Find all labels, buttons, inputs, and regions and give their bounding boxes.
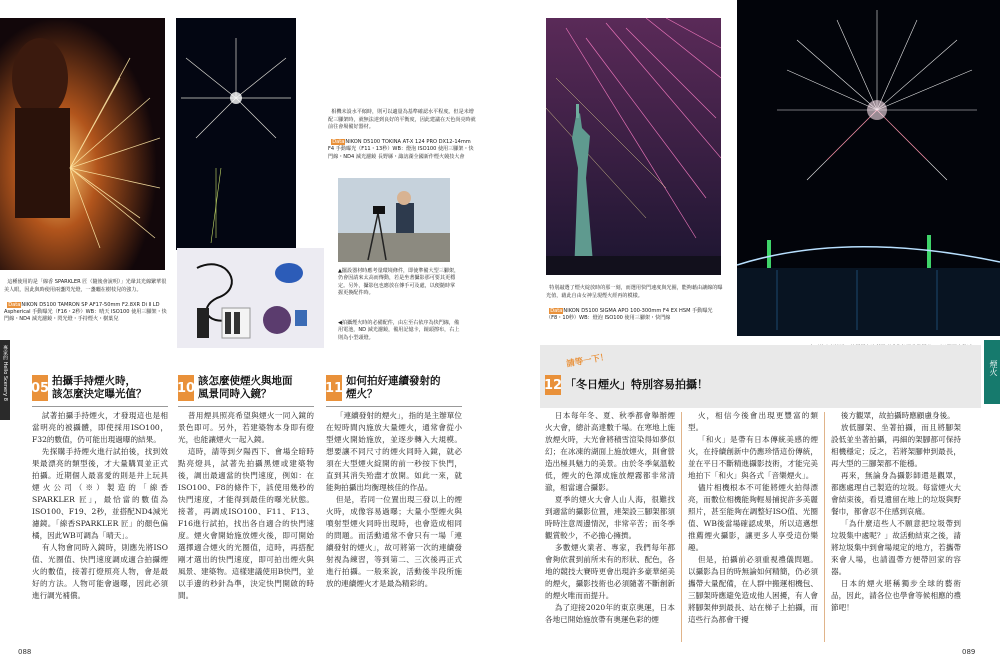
section-number: 10 <box>178 375 194 401</box>
accessories-photo <box>177 248 324 348</box>
section-12-heading <box>545 375 708 395</box>
section-12-body-col2: 火，相信今後會出現更豐富的類型。 「和火」是帶有日本傳統美感的煙火，在持續創新中仍應珍惜這份傳統，並在平日不斷精進攝影技術，才能完美地拍下「和火」與各式「音樂煙火」。 儘片相機根本不可能將煙火拍得漂亮，而數位相機能夠輕易捕捉許多美麗照片，甚至能夠在調整好ISO值、光圈值、WB後當場確認成果，所以這邁想推薦煙火攝影，讓更多人享受這份樂趣。 但是，拍攝前必須重視禮儀問題。以攝影為目的時無論如何精簡，仍必須攜帶大量配備，在人群中搬運相機包、三腳架時應避免造成他人困擾，有人會將腳架伸到最長、站在梯子上拍攝，而這些行為都會干擾 <box>688 411 818 624</box>
section-12-body-col1: 日本每年冬、夏、秋季都會舉辦煙火大會，總計高達數千場。在寒地上施放煙火時，大光會將積雪渲染得如夢似幻；在冰凍的湖面上施放煙火，則會營造出極具魅力的美景。由於冬季氣溫較低，煙火的色澤成施放煙霧都非常清澈，相當適合攝影。 夏季的煙火大會人山人海，很難找到適當的攝影位置，連架設三腳架都須時時注意周邊情況，非常辛苦；而冬季觀賞較少，不必擔心擁擠。 多數煙火業者、專家，我們每年都會夠依賞到前所未有的形狀、配色，各地的競技大賽時更會出現許多豪華絕美的煙火，攝影技術也必須隨著不斷創新的煙火唯而而提升。 為了迎接2020年的東京奧運，日本各地已開始施放帶有奧運色彩的煙 <box>545 411 675 624</box>
section-title: 「冬日煙火」特別容易拍攝！ <box>565 378 708 392</box>
section-title: 該怎麼使煙火與地面 風景同時入鏡？ <box>198 375 293 401</box>
section-10-body: 普用煙具照亮希望與煙火一同入鏡的景色即可。另外，若建築物本身即有燈光，也能讓煙火一起入鏡。 這時，請等到夕陽西下、會場全暗時點亮燈具，試著先拍攝黑煙或建築物後，調出最適當的快門速度，例如：在ISO100、F8的條件下，該使用幾秒的快門速度，才能得到最佳的曝光狀態。接著，再調成ISO100、F11、F13、F16進行試拍，找出各自適合的快門速度。煙火會開始施放煙火後，即可開始選擇適合煙火的光圈值，這時，再搭配剛才選出的快門速度，即可拍出煙火與風景、建築物。這樣建議使用B快門，並以手邊的秒針為準，決定快門開啟的時間。 <box>178 411 314 600</box>
section-05-heading <box>32 375 147 401</box>
column-divider <box>681 412 682 642</box>
section-05-body: 試著拍攝手持煙火，才發現這也是相當明亮的被攝體，即使採用ISO100，F32的數值，仍可能出現過曝的結果。 先探購手持煙火進行試拍後，找到效果最漂亮的類型後，才大量購買並正式拍攝。近期個人最喜愛的則是井上玩具煙火公司（※）製造的「線香 SPARKLER 匠」，最恰當的數值為ISO100、F19、2秒，並搭配ND4減光濾鏡。「線香SPARKLER 匠」的顏色偏橘，因此WB可調為「晴天」。 有人物會同時入鏡時，則應先將ISO值、光圈值、快門速度調成適合拍攝煙火的數值，接著打燈照亮人物，會是最好的方法。人物可能會過曝，因此必須進行調光補償。 <box>32 411 168 600</box>
section-rule <box>32 406 168 407</box>
section-11-heading <box>326 375 441 401</box>
photographer-tripod-photo <box>338 178 450 262</box>
right-side-tab-label: 煙火 <box>989 360 998 376</box>
section-rule <box>326 406 462 407</box>
section-title: 如何拍好連續發射的 煙火？ <box>346 375 441 401</box>
section-number: 11 <box>326 375 342 401</box>
statue-of-liberty-fireworks-photo <box>546 18 721 275</box>
statue-photo-caption: 特別敲選了煙火綻放時的那一刻，而選用快門速度與光圈，能夠藉由讓線的曝光值，藉此自由女神呈現煙火經再的模樣。 DataNIKON D5100 SIGMA APO 100-300mm F4 EX HSM 手動曝光（F8・10秒）WB：燈泡 ISO100 使用三腳架・快門線 <box>546 285 723 321</box>
section-rule <box>178 406 314 407</box>
section-11-body: 「連續發射的煙火」，指的是主辦單位在短時間內施放大量煙火，通常會從小型煙火開始施放，並逐步轉入大規模。想要讓不同尺寸的煙火同時入鏡，就必須在大型煙火綻開的前一秒按下快門，直到其消失殆盡才放開。如此一來，就能夠拍攝出均衡理核佳的作品。 但是，若同一位置出現三發以上的煙火時，成像容易過曝；大量小型煙火與噴射型煙火同時出現時，也會造成相同的問題。而活動通常不會只有一場「連續發射的煙火」，故可將第一次的連續發射視為練習，等到第二、三次後再正式進行拍攝。一般來說，活動後半段所施放的連續煙火才是最為精彩的。 <box>326 411 462 588</box>
firework-photo-vertical <box>176 18 296 250</box>
tip-banner-tag: 請等一下！ <box>565 352 610 370</box>
tripod-photo-caption: ▲擺設器材時應考量環境條件，即使準備大型三腳架，仍會因請來太高而傳動，若是坐著攝影那可要其更穩定。另外，攝影包也應放在傳手可及處，以便隨時掌握更換配件時。 <box>338 268 460 297</box>
column-divider <box>824 412 825 642</box>
section-title: 拍攝手持煙火時， 該怎麼決定曝光值？ <box>52 375 147 401</box>
lake-photo-caption: 相機未設水平傾時，則可以適量為基準確認水平程度。但是未增配三腳架時，就無法達到良好的平衡度，因此建議在天色尚亮時就前往會場備好器材。 DataNIKON D5100 TOKINA AT-X 124 PRO DX12-14mm F4 手動曝光（F11・13秒）WB：燈泡 ISO100 使用三腳架・快門線・ND4 減光濾鏡 長野縣・諏訪湖全國新作煙火競技大會 <box>328 109 476 160</box>
accessories-photo-caption: ◀拍攝煙火時的必備配件，由左至右依序為快門線，備用電池，ND 減光濾鏡，備用記憶卡，鏡頭擦布，右上則為小型頭燈。 <box>338 320 460 341</box>
sparkler-photo-caption: 這種使用的是「線香 SPARKLER 匠（隨後會說明）」光暈其光線繁華很美人眼，因此與時使用兩盞閃光燈，一盞曬在樹枝兒的強力。 DataNIKON D5100 TAMRON SP AF17-50mm F2.8XR Di Ⅱ LD Aspherical 手動曝光（F16・2秒）WB：晴天 ISO100 使用三腳架・快門線・ND4 減光濾鏡・閃光燈・手持煙火・樹葉兒 <box>4 279 167 323</box>
page-number-left: 088 <box>18 648 32 656</box>
rainbow-bridge-fireworks-photo <box>737 0 1000 336</box>
page-number-right: 089 <box>962 648 976 656</box>
section-12-body-col3: 後方觀眾，故拍攝時應顧慮身後。 放低腳架、坐著拍攝，而且將腳架設低並坐著拍攝，再細的架腳都可保持相機穩定；反之，若將架腳伸到最長，再大型的三腳架都不能穩。 再來，無論身為攝影師還是觀眾，都應處理自己製造的垃圾。每當煙火大會結束後，看見遺留在地上的垃圾與野餐巾，都會忍不住感到哀痛。 「為什麼這些人不願意把垃圾帶到垃圾集中處呢？」故活動結束之後，請將垃圾集中到會場規定的地方，若攜帶來會人場，也請溫帶方便帶回家的容器。 日本的煙火堪稱獨步全球的藝術品，因此，請各位也學會等候相應的禮節吧！ <box>831 411 961 612</box>
section-number: 05 <box>32 375 48 401</box>
section-10-heading <box>178 375 293 401</box>
sparkler-portrait-photo <box>0 18 165 270</box>
left-side-tab-label: 專家的 Hello Scenery 8 <box>2 345 8 401</box>
section-number: 12 <box>545 375 561 395</box>
